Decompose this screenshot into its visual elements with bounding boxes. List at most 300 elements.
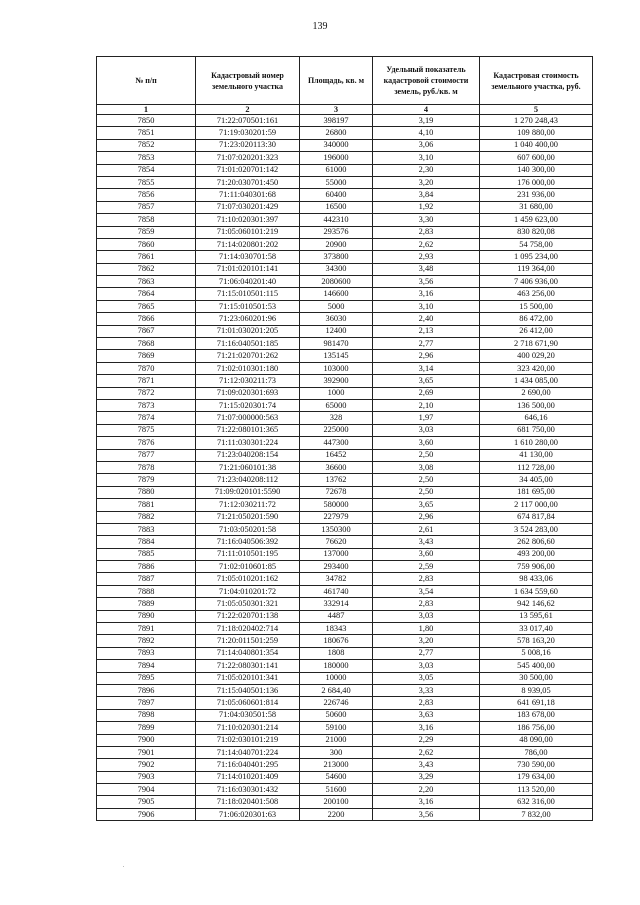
table-row [97,722,593,734]
area-cell: 180000 [300,660,373,672]
unit-rate-cell: 1,80 [373,623,480,635]
unit-rate-cell: 3,20 [373,635,480,647]
area-cell: 1000 [300,387,373,399]
cadastral-value-table [96,56,593,821]
area-cell: 2200 [300,808,373,820]
cadastral-value-cell: 181 695,00 [480,486,593,498]
table-row [97,288,593,300]
cadastral-number-cell: 71:07:030201:429 [196,201,300,213]
area-cell: 137000 [300,548,373,560]
cadastral-number-cell: 71:15:010501:115 [196,288,300,300]
cadastral-value-cell: 681 750,00 [480,424,593,436]
cadastral-value-cell: 942 146,62 [480,598,593,610]
unit-rate-cell: 2,13 [373,325,480,337]
cadastral-number-cell: 71:14:040701:224 [196,746,300,758]
cadastral-number-cell: 71:07:000000:563 [196,412,300,424]
unit-rate-cell: 3,16 [373,722,480,734]
row-number-cell: 7862 [97,263,196,275]
cadastral-number-cell: 71:09:020101:5590 [196,486,300,498]
table-row [97,189,593,201]
cadastral-number-cell: 71:19:030201:59 [196,127,300,139]
cadastral-value-cell: 98 433,06 [480,573,593,585]
row-number-cell: 7867 [97,325,196,337]
table-row [97,164,593,176]
cadastral-value-cell: 578 163,20 [480,635,593,647]
row-number-cell: 7890 [97,610,196,622]
area-cell: 1350300 [300,523,373,535]
table-row [97,796,593,808]
cadastral-value-cell: 1 434 085,00 [480,375,593,387]
cadastral-number-cell: 71:11:040301:68 [196,189,300,201]
cadastral-value-cell: 545 400,00 [480,660,593,672]
table-row [97,771,593,783]
row-number-cell: 7876 [97,437,196,449]
table-row [97,201,593,213]
unit-rate-cell: 3,63 [373,709,480,721]
cadastral-number-cell: 71:18:020401:508 [196,796,300,808]
cadastral-value-cell: 176 000,00 [480,176,593,188]
area-cell: 50600 [300,709,373,721]
area-cell: 13762 [300,474,373,486]
cadastral-number-cell: 71:15:010501:53 [196,300,300,312]
unit-rate-cell: 3,08 [373,461,480,473]
cadastral-value-cell: 113 520,00 [480,784,593,796]
cadastral-number-cell: 71:14:010201:409 [196,771,300,783]
area-cell: 461740 [300,585,373,597]
cadastral-number-cell: 71:04:010201:72 [196,585,300,597]
area-cell: 76620 [300,536,373,548]
cadastral-number-cell: 71:22:020701:138 [196,610,300,622]
cadastral-number-cell: 71:05:020101:341 [196,672,300,684]
cadastral-value-cell: 323 420,00 [480,362,593,374]
cadastral-number-cell: 71:01:020101:141 [196,263,300,275]
row-number-cell: 7883 [97,523,196,535]
cadastral-value-cell: 2 690,00 [480,387,593,399]
header-area: Площадь, кв. м [300,57,373,105]
table-row [97,474,593,486]
row-number-cell: 7882 [97,511,196,523]
row-number-cell: 7853 [97,152,196,164]
unit-rate-cell: 3,14 [373,362,480,374]
cadastral-number-cell: 71:05:050301:321 [196,598,300,610]
row-number-cell: 7903 [97,771,196,783]
row-number-cell: 7860 [97,238,196,250]
cadastral-value-cell: 179 634,00 [480,771,593,783]
unit-rate-cell: 2,50 [373,486,480,498]
area-cell: 34782 [300,573,373,585]
unit-rate-cell: 3,60 [373,548,480,560]
unit-rate-cell: 2,62 [373,746,480,758]
cadastral-number-cell: 71:10:020301:214 [196,722,300,734]
unit-rate-cell: 2,59 [373,561,480,573]
table-row [97,412,593,424]
area-cell: 54600 [300,771,373,783]
area-cell: 20900 [300,238,373,250]
table-row [97,511,593,523]
area-cell: 72678 [300,486,373,498]
cadastral-value-cell: 7 406 936,00 [480,276,593,288]
cadastral-number-cell: 71:22:080301:141 [196,660,300,672]
row-number-cell: 7850 [97,115,196,127]
area-cell: 60400 [300,189,373,201]
unit-rate-cell: 3,84 [373,189,480,201]
area-cell: 1808 [300,647,373,659]
table-row [97,660,593,672]
header-row-number: № п/п [97,57,196,105]
area-cell: 340000 [300,139,373,151]
area-cell: 61000 [300,164,373,176]
cadastral-number-cell: 71:02:010601:85 [196,561,300,573]
area-cell: 55000 [300,176,373,188]
cadastral-value-cell: 26 412,00 [480,325,593,337]
unit-rate-cell: 2,96 [373,350,480,362]
table-row [97,561,593,573]
cadastral-value-cell: 13 595,61 [480,610,593,622]
row-number-cell: 7873 [97,399,196,411]
unit-rate-cell: 1,92 [373,201,480,213]
unit-rate-cell: 2,61 [373,523,480,535]
table-row [97,746,593,758]
row-number-cell: 7854 [97,164,196,176]
table-row [97,610,593,622]
header-cadastral-number: Кадастровый номер земельного участка [196,57,300,105]
unit-rate-cell: 2,50 [373,449,480,461]
cadastral-value-cell: 2 718 671,90 [480,338,593,350]
unit-rate-cell: 3,10 [373,152,480,164]
row-number-cell: 7905 [97,796,196,808]
unit-rate-cell: 3,16 [373,288,480,300]
row-number-cell: 7851 [97,127,196,139]
unit-rate-cell: 2,83 [373,573,480,585]
cadastral-number-cell: 71:14:030701:58 [196,251,300,263]
cadastral-number-cell: 71:05:060101:219 [196,226,300,238]
table-row [97,437,593,449]
table-row [97,623,593,635]
cadastral-value-cell: 1 040 400,00 [480,139,593,151]
table-row [97,152,593,164]
area-cell: 65000 [300,399,373,411]
table-row [97,598,593,610]
cadastral-number-cell: 71:02:030101:219 [196,734,300,746]
cadastral-number-cell: 71:22:070501:161 [196,115,300,127]
cadastral-number-cell: 71:18:020402:714 [196,623,300,635]
cadastral-value-cell: 15 500,00 [480,300,593,312]
area-cell: 16452 [300,449,373,461]
area-cell: 5000 [300,300,373,312]
row-number-cell: 7893 [97,647,196,659]
unit-rate-cell: 2,96 [373,511,480,523]
area-cell: 36600 [300,461,373,473]
row-number-cell: 7866 [97,313,196,325]
table-row [97,238,593,250]
row-number-cell: 7858 [97,214,196,226]
cadastral-value-cell: 112 728,00 [480,461,593,473]
cadastral-value-cell: 48 090,00 [480,734,593,746]
table-row [97,399,593,411]
table-row [97,313,593,325]
unit-rate-cell: 3,29 [373,771,480,783]
unit-rate-cell: 3,03 [373,660,480,672]
row-number-cell: 7875 [97,424,196,436]
cadastral-value-cell: 3 524 283,00 [480,523,593,535]
unit-rate-cell: 2,30 [373,164,480,176]
unit-rate-cell: 2,10 [373,399,480,411]
row-number-cell: 7868 [97,338,196,350]
area-cell: 2080600 [300,276,373,288]
table-row [97,387,593,399]
cadastral-number-cell: 71:14:040801:354 [196,647,300,659]
cadastral-number-cell: 71:12:030211:73 [196,375,300,387]
area-cell: 392900 [300,375,373,387]
table-row [97,325,593,337]
unit-rate-cell: 3,19 [373,115,480,127]
row-number-cell: 7872 [97,387,196,399]
cadastral-number-cell: 71:06:040201:40 [196,276,300,288]
cadastral-value-cell: 1 270 248,43 [480,115,593,127]
table-row [97,523,593,535]
cadastral-number-cell: 71:21:060101:38 [196,461,300,473]
row-number-cell: 7886 [97,561,196,573]
cadastral-number-cell: 71:23:040208:112 [196,474,300,486]
table-row [97,350,593,362]
row-number-cell: 7869 [97,350,196,362]
table-row [97,635,593,647]
row-number-cell: 7900 [97,734,196,746]
cadastral-value-cell: 8 939,05 [480,684,593,696]
cadastral-value-cell: 31 680,00 [480,201,593,213]
unit-rate-cell: 3,56 [373,808,480,820]
unit-rate-cell: 3,65 [373,499,480,511]
column-number-row [97,105,593,115]
cadastral-number-cell: 71:16:040401:295 [196,759,300,771]
column-number: 2 [196,105,300,115]
area-cell: 180676 [300,635,373,647]
cadastral-number-cell: 71:06:020301:63 [196,808,300,820]
cadastral-number-cell: 71:16:040501:185 [196,338,300,350]
cadastral-value-cell: 1 610 280,00 [480,437,593,449]
cadastral-value-cell: 1 459 623,00 [480,214,593,226]
cadastral-number-cell: 71:10:020301:397 [196,214,300,226]
row-number-cell: 7852 [97,139,196,151]
cadastral-number-cell: 71:05:060601:814 [196,697,300,709]
cadastral-value-cell: 463 256,00 [480,288,593,300]
unit-rate-cell: 3,56 [373,276,480,288]
area-cell: 293400 [300,561,373,573]
unit-rate-cell: 3,30 [373,214,480,226]
row-number-cell: 7898 [97,709,196,721]
table-row [97,214,593,226]
unit-rate-cell: 3,03 [373,424,480,436]
unit-rate-cell: 2,69 [373,387,480,399]
cadastral-number-cell: 71:22:080101:365 [196,424,300,436]
table-header-row [97,57,593,105]
unit-rate-cell: 2,83 [373,697,480,709]
table-row [97,697,593,709]
area-cell: 16500 [300,201,373,213]
cadastral-number-cell: 71:21:050201:590 [196,511,300,523]
cadastral-value-cell: 34 405,00 [480,474,593,486]
cadastral-number-cell: 71:16:030301:432 [196,784,300,796]
unit-rate-cell: 4,10 [373,127,480,139]
cadastral-number-cell: 71:23:040208:154 [196,449,300,461]
area-cell: 12400 [300,325,373,337]
table-row [97,461,593,473]
row-number-cell: 7897 [97,697,196,709]
table-row [97,784,593,796]
cadastral-number-cell: 71:20:030701:450 [196,176,300,188]
table-row [97,449,593,461]
cadastral-value-cell: 786,00 [480,746,593,758]
cadastral-number-cell: 71:01:030201:205 [196,325,300,337]
table-row [97,375,593,387]
table-row [97,362,593,374]
cadastral-value-cell: 54 758,00 [480,238,593,250]
cadastral-value-cell: 41 130,00 [480,449,593,461]
table-row [97,573,593,585]
area-cell: 226746 [300,697,373,709]
unit-rate-cell: 3,54 [373,585,480,597]
area-cell: 373800 [300,251,373,263]
table-row [97,139,593,151]
row-number-cell: 7889 [97,598,196,610]
column-number: 5 [480,105,593,115]
table-row [97,684,593,696]
table-row [97,115,593,127]
area-cell: 293576 [300,226,373,238]
cadastral-value-cell: 86 472,00 [480,313,593,325]
unit-rate-cell: 3,06 [373,139,480,151]
row-number-cell: 7906 [97,808,196,820]
row-number-cell: 7878 [97,461,196,473]
table-row [97,759,593,771]
area-cell: 332914 [300,598,373,610]
row-number-cell: 7857 [97,201,196,213]
cadastral-value-cell: 136 500,00 [480,399,593,411]
cadastral-value-cell: 183 678,00 [480,709,593,721]
table-row [97,499,593,511]
cadastral-number-cell: 71:16:040506:392 [196,536,300,548]
unit-rate-cell: 2,93 [373,251,480,263]
unit-rate-cell: 3,48 [373,263,480,275]
area-cell: 981470 [300,338,373,350]
column-number: 3 [300,105,373,115]
table-row [97,585,593,597]
cadastral-value-cell: 119 364,00 [480,263,593,275]
area-cell: 328 [300,412,373,424]
table-body [97,115,593,821]
area-cell: 196000 [300,152,373,164]
unit-rate-cell: 2,77 [373,647,480,659]
cadastral-value-cell: 140 300,00 [480,164,593,176]
unit-rate-cell: 3,10 [373,300,480,312]
cadastral-value-cell: 186 756,00 [480,722,593,734]
row-number-cell: 7884 [97,536,196,548]
row-number-cell: 7894 [97,660,196,672]
table-row [97,647,593,659]
cadastral-number-cell: 71:11:010501:195 [196,548,300,560]
area-cell: 2 684,40 [300,684,373,696]
cadastral-value-cell: 1 095 234,00 [480,251,593,263]
row-number-cell: 7891 [97,623,196,635]
cadastral-value-cell: 400 029,20 [480,350,593,362]
cadastral-number-cell: 71:20:011501:259 [196,635,300,647]
cadastral-number-cell: 71:03:050201:58 [196,523,300,535]
cadastral-value-cell: 759 906,00 [480,561,593,573]
column-number: 4 [373,105,480,115]
row-number-cell: 7855 [97,176,196,188]
unit-rate-cell: 3,43 [373,536,480,548]
row-number-cell: 7877 [97,449,196,461]
table-row [97,548,593,560]
row-number-cell: 7899 [97,722,196,734]
unit-rate-cell: 2,50 [373,474,480,486]
page-number: 139 [312,21,328,32]
table-row [97,808,593,820]
row-number-cell: 7861 [97,251,196,263]
table-row [97,734,593,746]
cadastral-number-cell: 71:01:020701:142 [196,164,300,176]
unit-rate-cell: 2,77 [373,338,480,350]
area-cell: 580000 [300,499,373,511]
area-cell: 447300 [300,437,373,449]
cadastral-value-cell: 30 500,00 [480,672,593,684]
cadastral-number-cell: 71:07:020201:323 [196,152,300,164]
area-cell: 135145 [300,350,373,362]
unit-rate-cell: 3,16 [373,796,480,808]
row-number-cell: 7887 [97,573,196,585]
cadastral-value-cell: 5 008,16 [480,647,593,659]
area-cell: 200100 [300,796,373,808]
row-number-cell: 7870 [97,362,196,374]
unit-rate-cell: 2,83 [373,598,480,610]
cadastral-value-cell: 730 590,00 [480,759,593,771]
table-row [97,127,593,139]
cadastral-number-cell: 71:05:010201:162 [196,573,300,585]
row-number-cell: 7865 [97,300,196,312]
table-row [97,251,593,263]
cadastral-value-cell: 632 316,00 [480,796,593,808]
cadastral-number-cell: 71:04:030501:58 [196,709,300,721]
cadastral-value-cell: 7 832,00 [480,808,593,820]
area-cell: 26800 [300,127,373,139]
row-number-cell: 7863 [97,276,196,288]
table-row [97,709,593,721]
cadastral-number-cell: 71:12:030211:72 [196,499,300,511]
row-number-cell: 7885 [97,548,196,560]
row-number-cell: 7879 [97,474,196,486]
table-row [97,424,593,436]
area-cell: 51600 [300,784,373,796]
cadastral-value-cell: 641 691,18 [480,697,593,709]
header-cadastral-value: Кадастровая стоимость земельного участка, руб. [480,57,593,105]
table-row [97,226,593,238]
row-number-cell: 7871 [97,375,196,387]
cadastral-value-cell: 33 017,40 [480,623,593,635]
row-number-cell: 7902 [97,759,196,771]
area-cell: 225000 [300,424,373,436]
cadastral-number-cell: 71:23:060201:96 [196,313,300,325]
area-cell: 10000 [300,672,373,684]
row-number-cell: 7895 [97,672,196,684]
unit-rate-cell: 3,60 [373,437,480,449]
table-row [97,486,593,498]
cadastral-number-cell: 71:15:040501:136 [196,684,300,696]
area-cell: 227979 [300,511,373,523]
header-unit-rate: Удельный показатель кадастровой стоимости земель, руб./кв. м [373,57,480,105]
cadastral-number-cell: 71:23:020113:30 [196,139,300,151]
unit-rate-cell: 3,33 [373,684,480,696]
column-number: 1 [97,105,196,115]
